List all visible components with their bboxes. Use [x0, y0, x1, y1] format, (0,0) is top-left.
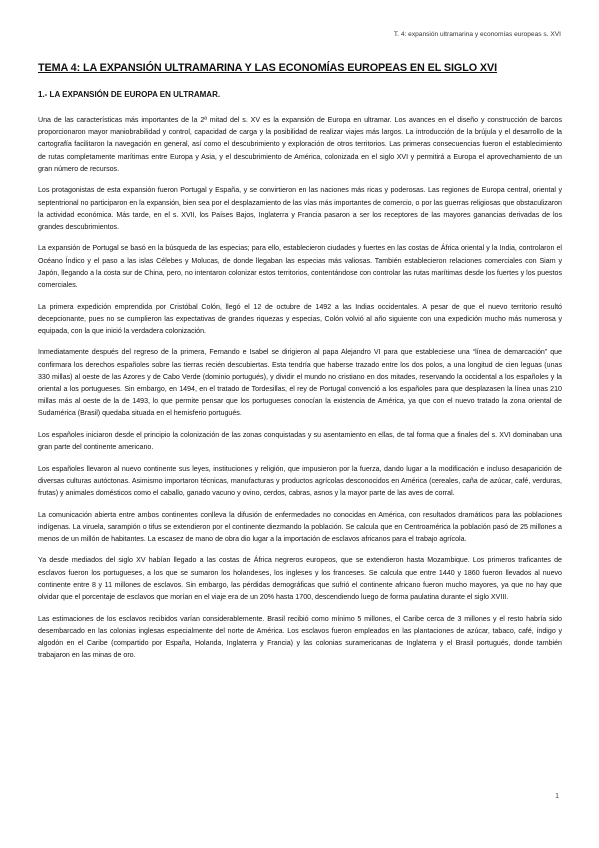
running-header: T. 4: expansión ultramarina y economías europeas s. XVI — [393, 31, 561, 38]
page-number: 1 — [555, 793, 559, 800]
paragraph: Las estimaciones de los esclavos recibidos varían considerablemente. Brasil recibió como mínimo 5 millones, el Caribe cerca de 3 millones y el resto habría sido desembarcado en las colonias inglesas especialmente del norte de América. Los esclavos fueron empleados en las plantaciones de azúcar, tabaco, café, índigo y algodón en el Caribe (compartido por España, Holanda, Inglaterra y Francia) y las colonias suramericanas de Inglaterra y el Brasil portugués, donde también trabajaron en las minas de oro. — [38, 614, 562, 660]
section-heading: 1.- LA EXPANSIÓN DE EUROPA EN ULTRAMAR. — [38, 90, 221, 99]
paragraph: La expansión de Portugal se basó en la búsqueda de las especias; para ello, establecieron ciudades y fuertes en las costas de África oriental y la India, controlaron el Océano Índico y el paso a las islas Célebes y Molucas, de donde llegaban las especias más valiosas. También establecieron relaciones comerciales con Siam y Japón, llegando a la costa sur de China, pero, no intentaron colonizar estos territorios, contentándose con controlar las rutas marítimas desde los fuertes y los puestos comerciales. — [38, 244, 562, 290]
document-title: TEMA 4: LA EXPANSIÓN ULTRAMARINA Y LAS ECONOMÍAS EUROPEAS EN EL SIGLO XVI — [38, 62, 498, 74]
paragraph: Los protagonistas de esta expansión fueron Portugal y España, y se convirtieron en las naciones más ricas y poderosas. Las regiones de Europa central, oriental y septentrional no participaron en la expansión, bien sea por el desplazamiento de las vías más importantes de comercio, o por las guerras religiosas que obstaculizaron la actividad económica. Más tarde, en el s. XVII, los Países Bajos, Inglaterra y Francia pasaron a ser los receptores de las mayores ganancias derivadas de los grandes descubrimientos. — [38, 186, 562, 231]
paragraph: Los españoles llevaron al nuevo continente sus leyes, instituciones y religión, que impusieron por la fuerza, dando lugar a la modificación e incluso desaparición de diversas culturas autóctonas. Asimismo importaron técnicas, manufacturas y productos agrícolas desconocidos en América (cereales, caña de azúcar, café, verduras, frutas) y animales domésticos como el caballo, ganado vacuno y ovino, cerdos, cabras, asnos y la mayor parte de las aves de corral. — [38, 464, 562, 498]
paragraph: Los españoles iniciaron desde el principio la colonización de las zonas conquistadas y su asentamiento en ellas, de tal forma que a finales del s. XVI dominaban una gran parte del continente americano. — [38, 430, 562, 452]
paragraph: Una de las características más importantes de la 2ª mitad del s. XV es la expansión de Europa en ultramar. Los avances en el diseño y construcción de barcos proporcionaron mayor maniobrabilidad y control, capacidad de carga y la posibilidad de realizar viajes más largos. La introducción de la brújula y el desarrollo de la cartografía facilitaron la navegación en general, así como el descubrimiento y exploración de otros territorios. Las primeras consecuencias fueron el establecimiento de rutas completamente marítimas entre Europa y Asia, y el descubrimiento de América, colonizada en el siglo XVI y permitirá a Europa el aprovechamiento de un gran número de recursos. — [38, 116, 562, 173]
paragraph: La comunicación abierta entre ambos continentes conlleva la difusión de enfermedades no conocidas en América, con resultados dramáticos para las poblaciones indígenas. La viruela, sarampión o tifus se extendieron por el continente diezmando la población. Se calcula que en Centroamérica la población pasó de 25 millones a menos de un millón de habitantes. La escasez de mano de obra dio lugar a la importación de esclavos africanos para el trabajo agrícola. — [38, 510, 562, 543]
paragraph: Ya desde mediados del siglo XV habían llegado a las costas de África negreros europeos, que se extendieron hasta Mozambique. Los primeros traficantes de esclavos fueron los portugueses, a los que se sumaron los holandeses, los ingleses y los franceses. Se calcula que entre 1440 y 1860 fueron llevados al nuevo continente entre 8 y 11 millones de esclavos. Sin embargo, las pérdidas demográficas que sufrió el continente africano fueron mucho mayores, ya que no hay que olvidar que el porcentaje de esclavos que morían en el viaje era de un 20% hasta 1700, descendiendo luego de forma paulatina durante el siglo XVIII. — [38, 556, 562, 602]
paragraph: La primera expedición emprendida por Cristóbal Colón, llegó el 12 de octubre de 1492 a las Indias occidentales. A pesar de que el nuevo territorio resultó decepcionante, pues no se cumplieron las expectativas de grandes riquezas y especias, Colón volvió al año siguiente con una expedición mucho más numerosa y equipada, con la que inició la verdadera colonización. — [38, 302, 562, 335]
paragraph: Inmediatamente después del regreso de la primera, Fernando e Isabel se dirigieron al papa Alejandro VI para que estableciese una “línea de demarcación” que confirmara los derechos españoles sobre las tierras recién descubiertas. Esta tendría que haberse trazado entre los dos polos, a una longitud de cien leguas (unas 330 millas) al oeste de las Azores y de Cabo Verde (dominio portugués), y dividir el mundo no cristiano en dos mitades, reservando la occidental a los españoles y la oriental a los portugueses. Sin embargo, en 1494, en el tratado de Tordesillas, el rey de Portugal convenció a los españoles para que desplazasen la línea unas 210 millas más al oeste de la de 1493, lo que permite pensar que los portugueses conocían la existencia de América, ya que con el nuevo tratado la zona oriental de Sudamérica (Brasil) quedaba situada en el hemisferio portugués. — [38, 348, 562, 418]
body-text — [38, 114, 562, 671]
